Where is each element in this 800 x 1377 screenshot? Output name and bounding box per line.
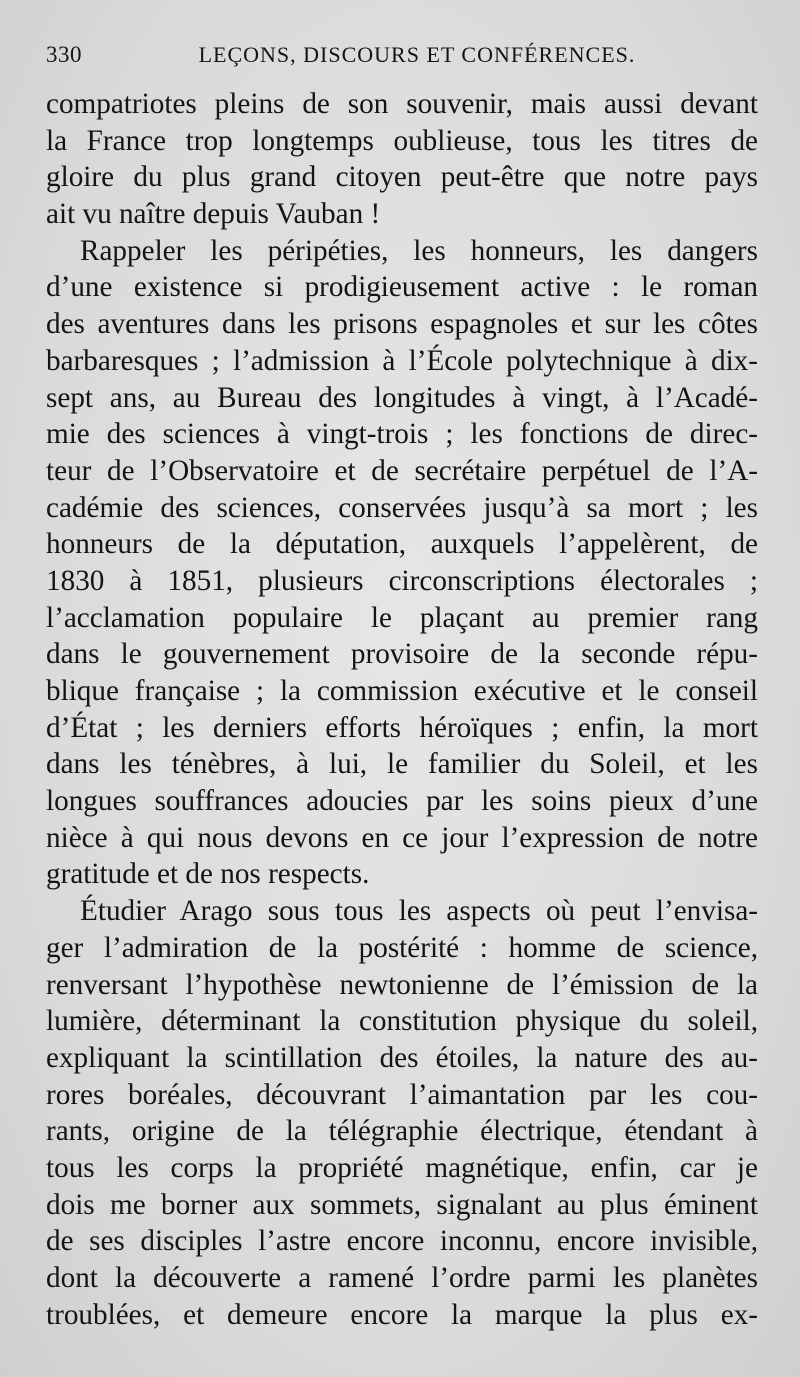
text-line: Rappeler les péripéties, les honneurs, les dangers (80, 234, 758, 267)
text-line: blique française ; la commission exécutive et le conseil (46, 675, 758, 707)
text-line: mie des sciences à vingt-trois ; les fonctions de direc- (46, 418, 758, 451)
text-line: rants, origine de la télégraphie électrique, étendant à (46, 1115, 758, 1148)
text-line: longues souffrances adoucies par les soins pieux d’une (46, 785, 758, 818)
text-line: ait vu naître depuis Vauban ! (46, 198, 381, 231)
text-line: tous les corps la propriété magnétique, enfin, car je (46, 1151, 758, 1184)
text-line: gratitude et de nos respects. (46, 858, 370, 891)
text-line: la France trop longtemps oublieuse, tous les titres de (46, 124, 758, 157)
text-line: dans les ténèbres, à lui, le familier du Soleil, et les (46, 748, 758, 781)
page-number: 330 (46, 42, 82, 67)
text-line: des aventures dans les prisons espagnoles et sur les côtes (46, 308, 758, 341)
running-head: LEÇONS, DISCOURS ET CONFÉRENCES. (198, 42, 636, 67)
text-line: cadémie des sciences, conservées jusqu’à sa mort ; les (46, 491, 758, 524)
text-line: sept ans, au Bureau des longitudes à vingt, à l’Acadé- (46, 381, 758, 414)
body-text (46, 86, 758, 1333)
text-line: dois me borner aux sommets, signalant au plus éminent (46, 1188, 758, 1221)
text-line: rores boréales, découvrant l’aimantation par les cou- (46, 1078, 758, 1111)
text-line: honneurs de la députation, auxquels l’appelèrent, de (46, 528, 758, 561)
text-line: lumière, déterminant la constitution physique du soleil, (46, 1005, 758, 1038)
text-line: teur de l’Observatoire et de secrétaire perpétuel de l’A- (46, 454, 758, 487)
text-line: troublées, et demeure encore la marque la plus ex- (46, 1298, 758, 1331)
text-line: nièce à qui nous devons en ce jour l’expression de notre (46, 821, 758, 854)
text-line: l’acclamation populaire le plaçant au premier rang (46, 601, 758, 634)
text-line: barbaresques ; l’admission à l’École polytechnique à dix- (46, 344, 758, 377)
text-line: expliquant la scintillation des étoiles, la nature des au- (46, 1041, 758, 1074)
text-line: ger l’admiration de la postérité : homme de science, (46, 931, 758, 964)
text-line: 1830 à 1851, plusieurs circonscriptions électorales ; (46, 564, 758, 597)
text-line: dont la découverte a ramené l’ordre parmi les planètes (46, 1262, 758, 1294)
text-line: d’une existence si prodigieusement active : le roman (46, 271, 758, 304)
text-line: gloire du plus grand citoyen peut-être que notre pays (46, 161, 758, 194)
text-line: compatriotes pleins de son souvenir, mais aussi devant (46, 88, 758, 120)
page-header (46, 42, 758, 76)
text-line: dans le gouvernement provisoire de la seconde répu- (46, 638, 758, 671)
text-line: de ses disciples l’astre encore inconnu, encore invisible, (46, 1225, 758, 1258)
text-line: Étudier Arago sous tous les aspects où peut l’envisa- (80, 895, 758, 928)
text-line: d’État ; les derniers efforts héroïques ; enfin, la mort (46, 711, 758, 744)
text-line: renversant l’hypothèse newtonienne de l’émission de la (46, 968, 758, 1001)
